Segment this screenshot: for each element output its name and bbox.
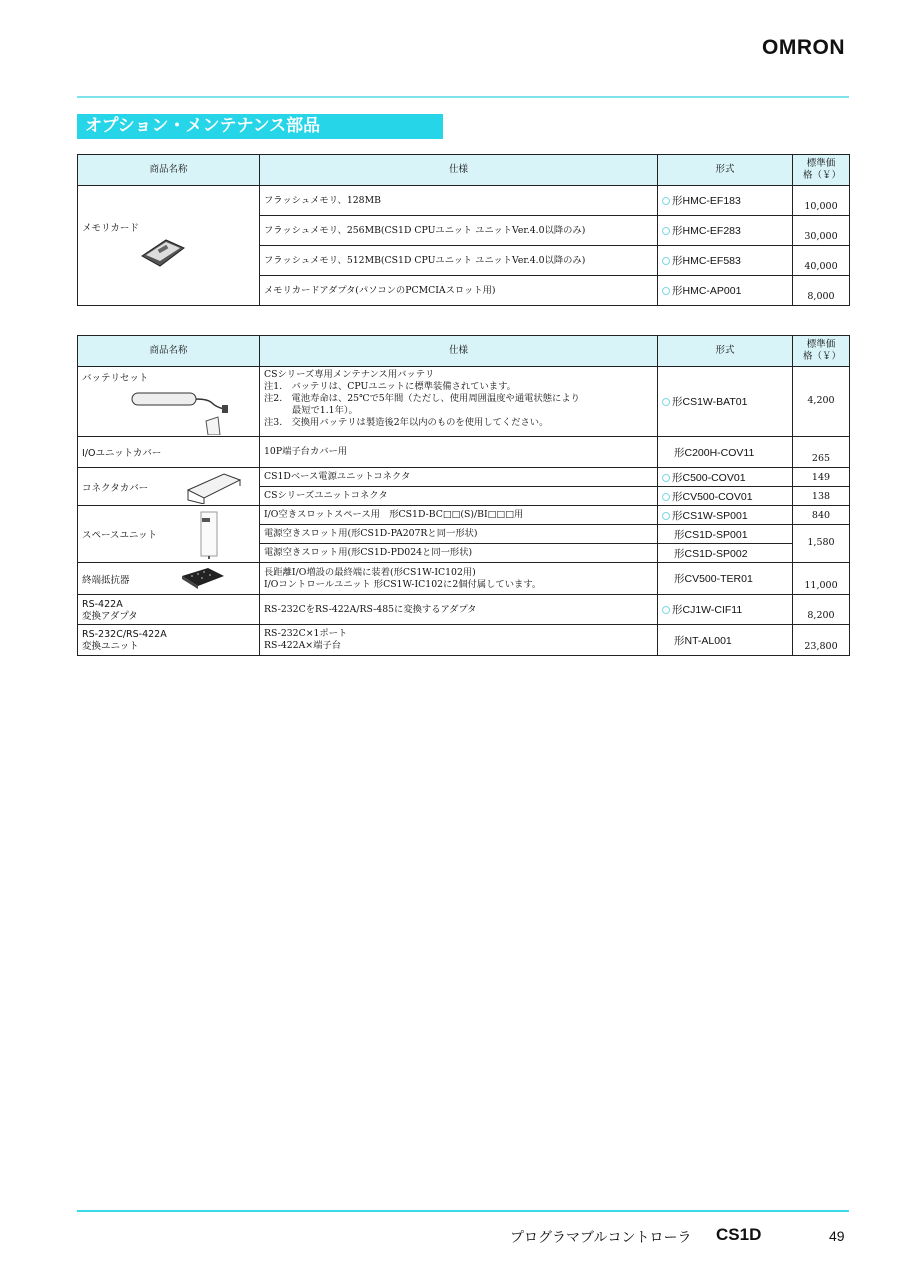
page-number: 49 <box>829 1228 845 1244</box>
space-unit-spec-3: 電源空きスロット用(形CS1D-PD024と同一形状) <box>260 544 658 563</box>
battery-icon <box>130 387 250 435</box>
header-price-label: 標準価格（￥） <box>803 339 842 362</box>
terminator-icon <box>178 566 228 590</box>
header-spec: 仕様 <box>260 155 658 186</box>
rs232-unit-spec: RS-232C×1ポート RS-422A×端子台 <box>260 625 658 656</box>
space-unit-shared-price: 1,580 <box>793 525 850 563</box>
space-unit-model-2: 形CS1D-SP001 <box>658 525 793 544</box>
rs232-unit-model: 形NT-AL001 <box>658 625 793 656</box>
memory-card-label: メモリカード <box>82 223 139 234</box>
rs422-adapter-price: 8,200 <box>793 595 850 625</box>
t1-model-4: 形HMC-AP001 <box>658 276 793 306</box>
battery-spec: CSシリーズ専用メンテナンス用バッテリ 注1. バッテリは、CPUユニットに標準装備されています。 注2. 電池寿命は、25℃で5年間（ただし、使用周囲温度や通電状態により 最短で1.1年）。 注3. 交換用バッテリは製造後2年以内のものを使用してください。 <box>260 367 658 437</box>
header-price <box>793 336 850 367</box>
battery-model: 形CS1W-BAT01 <box>658 367 793 437</box>
circle-mark-icon <box>662 287 670 295</box>
space-unit-name-cell <box>78 506 260 563</box>
header-name: 商品名称 <box>78 336 260 367</box>
header-name: 商品名称 <box>78 155 260 186</box>
t1-spec-3: フラッシュメモリ、512MB(CS1D CPUユニット ユニットVer.4.0以降のみ) <box>260 246 658 276</box>
t1-spec-1: フラッシュメモリ、128MB <box>260 186 658 216</box>
rs422-adapter-spec: RS-232CをRS-422A/RS-485に変換するアダプタ <box>260 595 658 625</box>
header-model: 形式 <box>658 336 793 367</box>
connector-cover-icon <box>184 470 244 504</box>
space-unit-spec-1: I/O空きスロットスペース用 形CS1D-BC□□(S)/BI□□□用 <box>260 506 658 525</box>
space-unit-icon <box>198 510 222 560</box>
connector-cover-model-1: 形C500-COV01 <box>658 468 793 487</box>
circle-mark-icon <box>662 197 670 205</box>
terminator-label: 終端抵抗器 <box>82 574 130 586</box>
t1-price-2: 30,000 <box>793 216 850 246</box>
connector-cover-price-1: 149 <box>793 468 850 487</box>
rs422-adapter-name: RS-422A 変換アダプタ <box>78 595 260 625</box>
rs232-unit-price: 23,800 <box>793 625 850 656</box>
battery-price: 4,200 <box>793 367 850 437</box>
circle-mark-icon <box>662 398 670 406</box>
top-divider <box>77 96 849 98</box>
circle-mark-icon <box>662 606 670 614</box>
io-cover-model: 形C200H-COV11 <box>658 437 793 468</box>
space-unit-model-3: 形CS1D-SP002 <box>658 544 793 563</box>
memory-card-icon <box>140 238 186 268</box>
io-cover-price: 265 <box>793 437 850 468</box>
space-unit-spec-2: 電源空きスロット用(形CS1D-PA207Rと同一形状) <box>260 525 658 544</box>
circle-mark-icon <box>662 493 670 501</box>
footer-model: CS1D <box>716 1225 762 1244</box>
space-unit-price-1: 840 <box>793 506 850 525</box>
terminator-name-cell <box>78 563 260 595</box>
header-model: 形式 <box>658 155 793 186</box>
connector-cover-model-2: 形CV500-COV01 <box>658 487 793 506</box>
circle-mark-icon <box>662 474 670 482</box>
terminator-price: 11,000 <box>793 563 850 595</box>
maintenance-parts-table <box>77 335 850 656</box>
t1-price-4: 8,000 <box>793 276 850 306</box>
space-unit-model-1: 形CS1W-SP001 <box>658 506 793 525</box>
space-unit-label: スペースユニット <box>82 530 158 541</box>
connector-cover-price-2: 138 <box>793 487 850 506</box>
connector-cover-spec-2: CSシリーズユニットコネクタ <box>260 487 658 506</box>
omron-logo: OMRON <box>762 36 845 59</box>
t1-price-1: 10,000 <box>793 186 850 216</box>
header-price <box>793 155 850 186</box>
circle-mark-icon <box>662 257 670 265</box>
rs232-unit-name: RS-232C/RS-422A 変換ユニット <box>78 625 260 656</box>
t1-model-3: 形HMC-EF583 <box>658 246 793 276</box>
io-cover-name: I/Oユニットカバー <box>78 437 260 468</box>
memory-card-table <box>77 154 850 306</box>
t1-model-2: 形HMC-EF283 <box>658 216 793 246</box>
connector-cover-label: コネクタカバー <box>82 482 149 494</box>
section-title: オプション・メンテナンス部品 <box>77 114 443 139</box>
t1-spec-2: フラッシュメモリ、256MB(CS1D CPUユニット ユニットVer.4.0以降のみ) <box>260 216 658 246</box>
circle-mark-icon <box>662 227 670 235</box>
footer-text: プログラマブルコントローラ <box>510 1230 692 1246</box>
header-price-label: 標準価格（￥） <box>803 158 842 181</box>
battery-name-cell <box>78 367 260 437</box>
header-spec: 仕様 <box>260 336 658 367</box>
rs422-adapter-model: 形CJ1W-CIF11 <box>658 595 793 625</box>
footer-divider <box>77 1210 849 1212</box>
terminator-model: 形CV500-TER01 <box>658 563 793 595</box>
connector-cover-name-cell <box>78 468 260 506</box>
t1-model-1: 形HMC-EF183 <box>658 186 793 216</box>
t1-spec-4: メモリカードアダプタ(パソコンのPCMCIAスロット用) <box>260 276 658 306</box>
connector-cover-spec-1: CS1Dベース電源ユニットコネクタ <box>260 468 658 487</box>
terminator-spec: 長距離I/O増設の最終端に装着(形CS1W-IC102用) I/Oコントロールユニット 形CS1W-IC102に2個付属しています。 <box>260 563 658 595</box>
t1-price-3: 40,000 <box>793 246 850 276</box>
battery-label: バッテリセット <box>82 373 149 384</box>
circle-mark-icon <box>662 512 670 520</box>
memory-card-name-cell <box>78 186 260 306</box>
io-cover-spec: 10P端子台カバー用 <box>260 437 658 468</box>
